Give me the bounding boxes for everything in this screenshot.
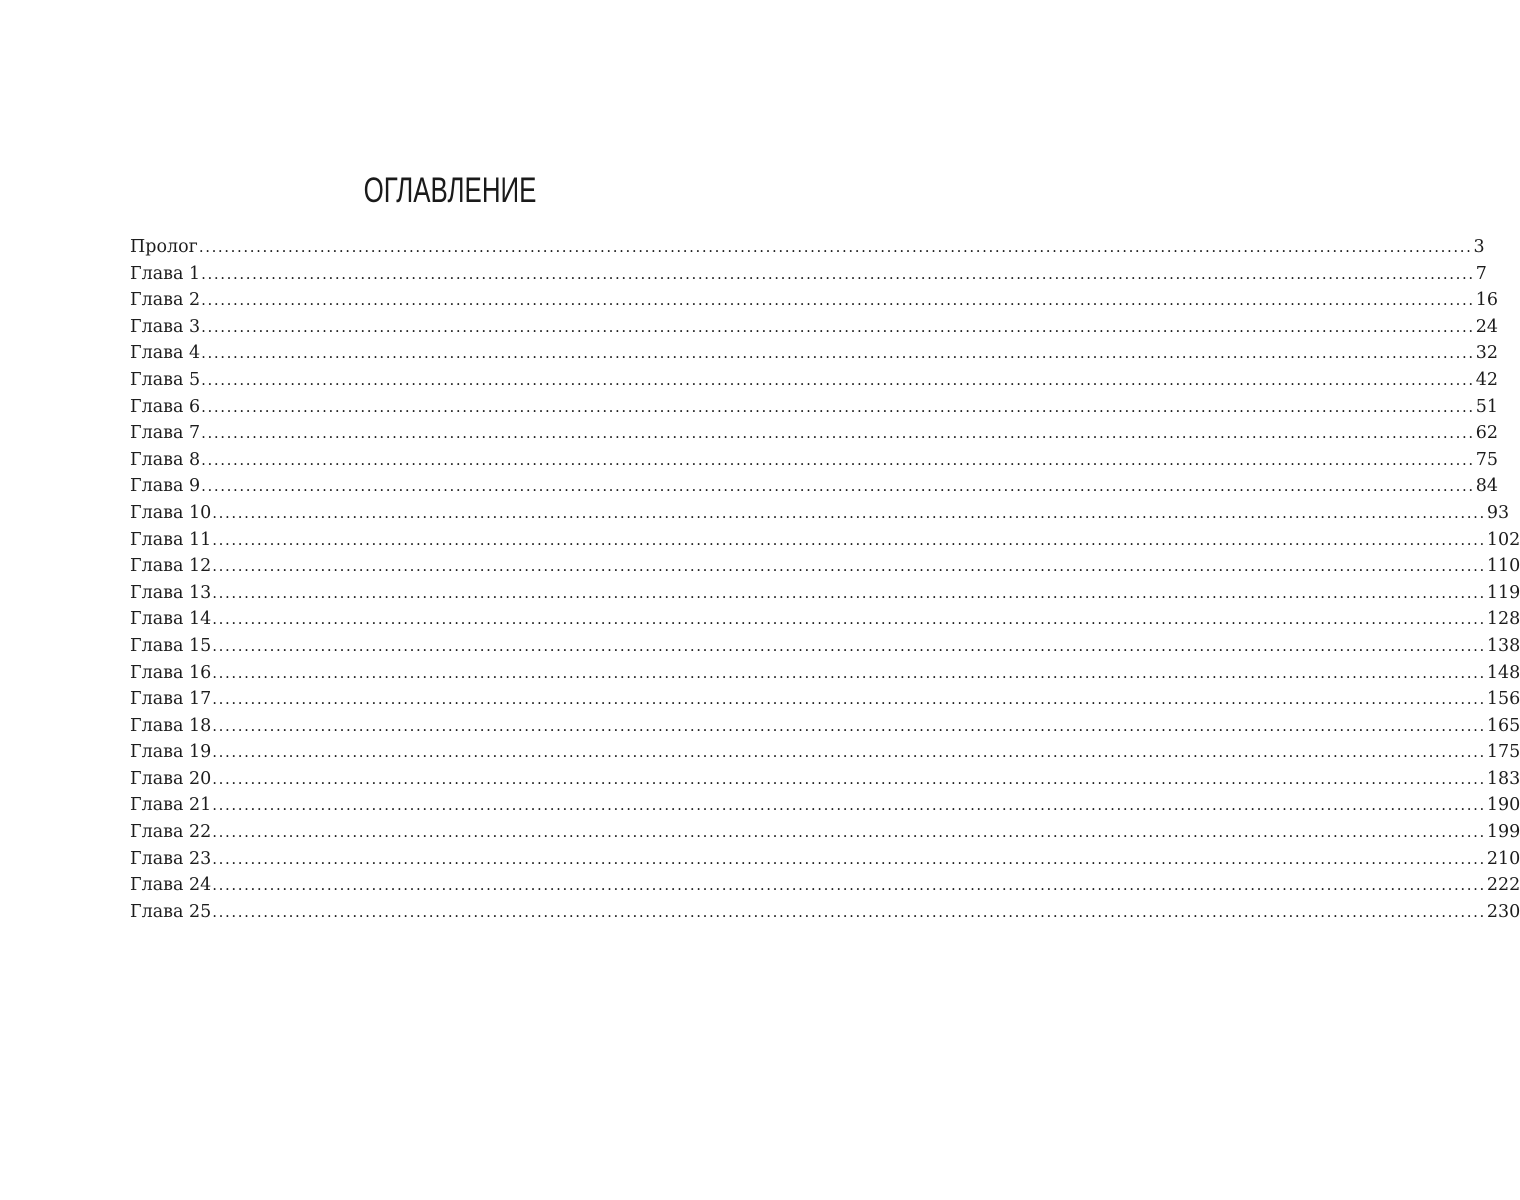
dot-leader: ........................................................................................................................................................................................................ xyxy=(212,636,1486,655)
toc-entry-label: Глава 18 xyxy=(130,715,212,736)
dot-leader: ........................................................................................................................................................................................................ xyxy=(212,663,1486,682)
toc-entry-label: Глава 5 xyxy=(130,369,201,390)
toc-entry[interactable] xyxy=(130,739,1520,766)
toc-entry-label: Глава 8 xyxy=(130,449,201,470)
toc-entry-page-number: 110 xyxy=(1486,556,1520,577)
dot-leader: ........................................................................................................................................................................................................ xyxy=(201,291,1475,310)
toc-entry-label: Глава 23 xyxy=(130,848,212,869)
toc-entry-label: Глава 13 xyxy=(130,582,212,603)
dot-leader: ........................................................................................................................................................................................................ xyxy=(201,450,1475,469)
toc-entry-label: Глава 1 xyxy=(130,263,201,284)
dot-leader: ........................................................................................................................................................................................................ xyxy=(201,317,1475,336)
toc-entry-label: Глава 24 xyxy=(130,875,212,896)
toc-entry[interactable] xyxy=(130,553,1520,580)
toc-entry[interactable] xyxy=(130,394,1499,421)
toc-entry-label: Глава 21 xyxy=(130,795,212,816)
toc-entry[interactable] xyxy=(130,713,1520,740)
toc-entry-label: Глава 2 xyxy=(130,290,201,311)
toc-entry-page-number: 75 xyxy=(1475,449,1499,470)
toc-entry[interactable] xyxy=(130,527,1520,554)
toc-entry-page-number: 7 xyxy=(1475,263,1487,284)
toc-entry[interactable] xyxy=(130,340,1499,367)
toc-entry-label: Глава 9 xyxy=(130,476,201,497)
dot-leader: ........................................................................................................................................................................................................ xyxy=(201,264,1475,283)
toc-entry-page-number: 3 xyxy=(1473,237,1485,257)
toc-entry-label: Глава 12 xyxy=(130,556,212,577)
toc-entry[interactable] xyxy=(130,261,1487,288)
toc-entry-label: Пролог xyxy=(130,237,198,257)
toc-entry[interactable] xyxy=(130,899,1520,926)
toc-entry-page-number: 230 xyxy=(1486,901,1520,922)
toc-entry[interactable] xyxy=(130,819,1520,846)
toc-entry-page-number: 102 xyxy=(1486,529,1520,550)
page-title: ОГЛАВЛЕНИЕ xyxy=(363,171,537,210)
toc-entry[interactable] xyxy=(130,872,1520,899)
toc-entry-page-number: 222 xyxy=(1486,875,1520,896)
toc-entry-page-number: 190 xyxy=(1486,795,1520,816)
toc-entry-page-number: 138 xyxy=(1486,635,1520,656)
toc-entry-label: Глава 19 xyxy=(130,742,212,763)
dot-leader: ........................................................................................................................................................................................................ xyxy=(212,743,1486,762)
toc-entry-page-number: 84 xyxy=(1475,476,1499,497)
toc-entry[interactable] xyxy=(130,500,1510,527)
toc-entry[interactable] xyxy=(130,606,1520,633)
dot-leader: ........................................................................................................................................................................................................ xyxy=(201,477,1475,496)
dot-leader: ........................................................................................................................................................................................................ xyxy=(201,397,1475,416)
dot-leader: ........................................................................................................................................................................................................ xyxy=(212,716,1486,735)
toc-entry-label: Глава 20 xyxy=(130,768,212,789)
toc-entry[interactable] xyxy=(130,447,1499,474)
toc-entry-label: Глава 6 xyxy=(130,396,201,417)
dot-leader: ........................................................................................................................................................................................................ xyxy=(212,849,1486,868)
toc-entry-page-number: 183 xyxy=(1486,768,1520,789)
dot-leader: ........................................................................................................................................................................................................ xyxy=(212,823,1486,842)
toc-entry[interactable] xyxy=(130,314,1499,341)
table-of-contents xyxy=(130,234,1520,925)
toc-entry-label: Глава 7 xyxy=(130,423,201,444)
toc-entry-page-number: 175 xyxy=(1486,742,1520,763)
toc-entry[interactable] xyxy=(130,234,1485,261)
toc-entry[interactable] xyxy=(130,420,1499,447)
toc-entry[interactable] xyxy=(130,660,1520,687)
toc-entry[interactable] xyxy=(130,580,1520,607)
toc-entry-label: Глава 10 xyxy=(130,502,212,523)
dot-leader: ........................................................................................................................................................................................................ xyxy=(212,769,1486,788)
toc-entry-page-number: 199 xyxy=(1486,822,1520,843)
toc-entry[interactable] xyxy=(130,367,1499,394)
toc-entry-label: Глава 25 xyxy=(130,901,212,922)
toc-entry-page-number: 62 xyxy=(1475,423,1499,444)
toc-entry[interactable] xyxy=(130,686,1520,713)
dot-leader: ........................................................................................................................................................................................................ xyxy=(212,796,1486,815)
toc-entry-page-number: 210 xyxy=(1486,848,1520,869)
toc-entry[interactable] xyxy=(130,792,1520,819)
toc-entry-label: Глава 4 xyxy=(130,343,201,364)
toc-entry-page-number: 156 xyxy=(1486,689,1520,710)
dot-leader: ........................................................................................................................................................................................................ xyxy=(201,344,1475,363)
dot-leader: ........................................................................................................................................................................................................ xyxy=(201,370,1475,389)
dot-leader: ........................................................................................................................................................................................................ xyxy=(212,530,1486,549)
toc-entry-page-number: 148 xyxy=(1486,662,1520,683)
dot-leader: ........................................................................................................................................................................................................ xyxy=(212,876,1486,895)
toc-entry-page-number: 42 xyxy=(1475,369,1499,390)
toc-entry-page-number: 119 xyxy=(1486,582,1520,603)
dot-leader: ........................................................................................................................................................................................................ xyxy=(212,503,1486,522)
toc-entry-label: Глава 15 xyxy=(130,635,212,656)
toc-entry[interactable] xyxy=(130,633,1520,660)
toc-entry-page-number: 32 xyxy=(1475,343,1499,364)
dot-leader: ........................................................................................................................................................................................................ xyxy=(198,238,1473,256)
toc-entry-label: Глава 22 xyxy=(130,822,212,843)
toc-entry[interactable] xyxy=(130,287,1499,314)
toc-entry[interactable] xyxy=(130,766,1520,793)
toc-entry-page-number: 165 xyxy=(1486,715,1520,736)
toc-entry-page-number: 16 xyxy=(1475,290,1499,311)
toc-entry-page-number: 128 xyxy=(1486,609,1520,630)
toc-entry-label: Глава 14 xyxy=(130,609,212,630)
dot-leader: ........................................................................................................................................................................................................ xyxy=(201,424,1475,443)
toc-entry-label: Глава 3 xyxy=(130,316,201,337)
toc-entry-label: Глава 16 xyxy=(130,662,212,683)
toc-entry-page-number: 93 xyxy=(1486,502,1510,523)
toc-entry[interactable] xyxy=(130,846,1520,873)
toc-entry-page-number: 51 xyxy=(1475,396,1499,417)
toc-entry[interactable] xyxy=(130,473,1499,500)
toc-entry-label: Глава 17 xyxy=(130,689,212,710)
dot-leader: ........................................................................................................................................................................................................ xyxy=(212,610,1486,629)
toc-entry-page-number: 24 xyxy=(1475,316,1499,337)
dot-leader: ........................................................................................................................................................................................................ xyxy=(212,690,1486,709)
toc-entry-label: Глава 11 xyxy=(130,529,212,550)
dot-leader: ........................................................................................................................................................................................................ xyxy=(212,557,1486,576)
dot-leader: ........................................................................................................................................................................................................ xyxy=(212,902,1486,921)
dot-leader: ........................................................................................................................................................................................................ xyxy=(212,583,1486,602)
